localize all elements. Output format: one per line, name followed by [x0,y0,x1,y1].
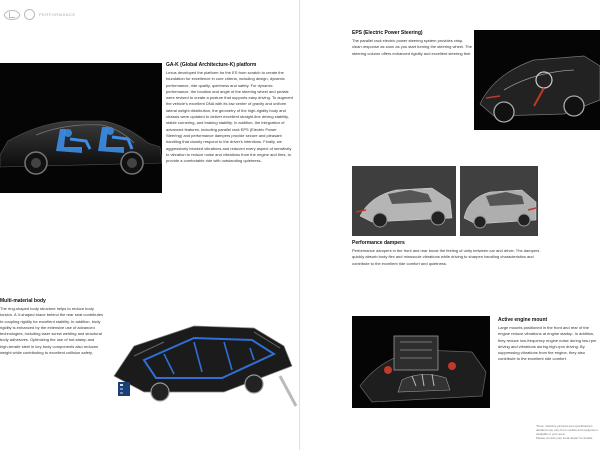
steering-car-illustration [474,30,600,130]
dampers-title: Performance dampers [352,240,405,246]
dampers-image-front [352,166,456,236]
page-header [4,9,76,20]
engine-mount-section [498,317,600,363]
lexus-logo-icon [4,10,20,20]
car-seat-illustration [0,63,162,193]
engine-mount-title: Active engine mount [498,317,548,323]
eps-title: EPS (Electric Power Steering) [352,30,423,36]
footnote-line-1: *Note: Vehicles pictured and specifications detailed may vary from models and equipment available in your area. [536,424,598,436]
engine-mount-image [352,316,490,408]
tire-icon [24,9,35,20]
silver-car-rear-illustration [460,166,538,236]
engine-bay-illustration [352,316,490,408]
multi-material-body: The ring-shaped body structure helps to reduce body torsion. A V-shaped brace behind the rear seat contributes to coupling rigidity for excellent stability. In addition, body rigidity is enhanced by the extensive use of advanced technologies, including laser screw welding and structural body adhesives. Optimizing the use of hot-stamp and high-tensile steel in key body components also reduces weight while contributing to excellent collision safety. [0,306,103,356]
footnote-line-2: Please consult your local dealer for details. [536,436,594,440]
dampers-section [352,240,542,267]
section-label: PERFORMANCE [39,12,76,17]
gak-platform-image [0,63,162,193]
multi-material-section [0,298,104,356]
gak-platform-section [166,62,294,164]
body-structure-image [104,296,300,408]
body-frame-illustration [104,296,300,408]
gak-platform-body: Lexus developed the platform for the ES from scratch to create the foundation for excellence in core criteria, including design, dynamic performance, ride quality, quietness and safety. For dynamic performance, the location and angle of the steering wheel and pedals were revised to create a posture that supports easy driving. To augment the vehicle's excellent DNA with its low center of gravity and uniform lateral weight distribution, the geometry of the high-rigidity body and chassis were updated to deliver excellent straight-line driving stability, stable cornering, and braking stability. In addition, the integration of advanced features, including parallel rack EPS (Electric Power Steering) and performance dampers provide secure and pleasant handling that closely respond to the driver's intentions. Finally, we aggressively blocked vibrations and reduced every aspect of sensitivity to vibration to reduce noise and vibrations from the engine and tires, to provide a comfortable ride with outstanding quietness. [166,70,293,164]
eps-body: The parallel rack electric power steering system provides crisp, clean response as soon as you start turning the steering wheel. The steering column offers enhanced rigidity and excellent steering feel. [352,38,472,56]
gak-platform-title: GA-K (Global Architecture-K) platform [166,62,257,68]
right-page [300,0,600,450]
silver-car-front-illustration [352,166,456,236]
engine-mount-body: Large mounts positioned in the front and rear of the engine reduce vibrations at engine startup. In addition, they reduce low-frequency engine noise during low-rpm driving and vibrations during high-rpm driving. By suppressing vibrations from the engine, they also contribute to the excellent ride comfort. [498,325,597,362]
dampers-image-rear [460,166,538,236]
dampers-body: Performance dampers in the front and rear boost the feeling of unity between car and driver. The dampers quickly absorb body flex and minuscule vibrations while driving to sharpen handling characteristics and contribute to the excellent ride comfort and quietness. [352,248,540,266]
multi-material-title: Multi-material body [0,298,46,304]
eps-image [474,30,600,130]
footnote [536,424,600,440]
eps-section [352,30,472,57]
